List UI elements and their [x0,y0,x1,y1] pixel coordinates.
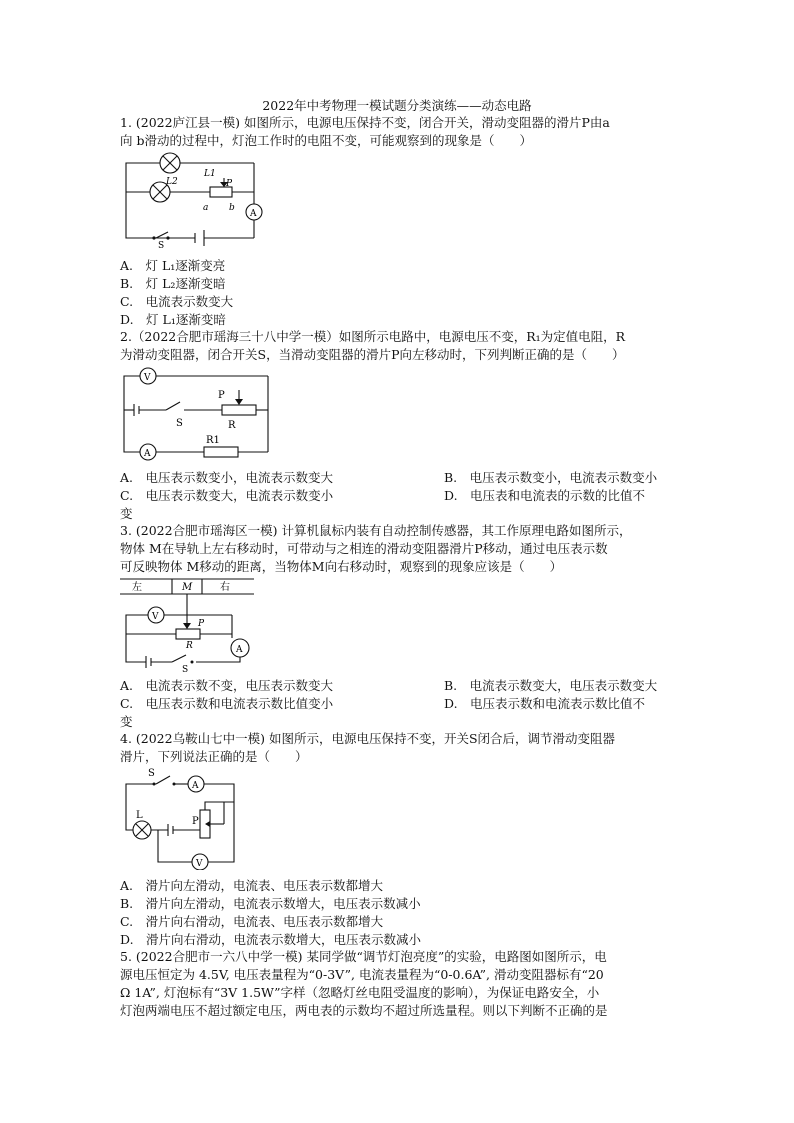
q2-option-d: D. 电压表和电流表的示数的比值不 [444,488,646,503]
q5-text-line3: Ω 1A”, 灯泡标有“3V 1.5W”字样（忽略灯丝电阻受温度的影响），为保证电路安全，小 [120,985,600,1000]
q3-option-c: C. 电压表示数和电流表示数比值变小 [120,696,334,711]
q3-option-b: B. 电流表示数变大，电压表示数变大 [444,678,658,693]
q4-option-d: D. 滑片向右滑动，电流表示数增大，电压表示数减小 [120,932,422,947]
q4-option-c: C. 滑片向右滑动，电流表、电压表示数都增大 [120,914,384,929]
q1-label-l1: L1 [204,169,216,179]
page-title: 2022年中考物理一模试题分类演练——动态电路 [262,98,532,113]
q2-option-b: B. 电压表示数变小，电流表示数变小 [444,470,658,485]
q2-option-c: C. 电压表示数变大，电流表示数变小 [120,488,334,503]
q4-text-line2: 滑片，下列说法正确的是（ ） [120,749,308,764]
q4-label-l: L [136,810,143,821]
q2-label-r: R [228,420,236,431]
q1-switch-label: S [158,241,165,248]
q1-label-p: P [226,179,233,189]
q1-label-l2: L2 [166,177,178,187]
q4-option-b: B. 滑片向左滑动，电流表示数增大，电压表示数减小 [120,896,421,911]
q4-option-a: A. 滑片向左滑动，电流表、电压表示数都增大 [120,878,384,893]
q1-text-line1: 1. (2022庐江县一模) 如图所示，电源电压保持不变，闭合开关，滑动变阻器的滑片P由a [120,115,610,130]
q2-label-s: S [176,418,183,429]
q2-circuit-diagram [120,366,272,462]
q1-label-b: b [229,203,235,213]
q3-label-s: S [182,665,189,672]
q1-option-c: C. 电流表示数变大 [120,294,234,309]
q1-option-b: B. 灯 L₂逐渐变暗 [120,276,226,291]
q3-label-r: R [186,641,193,651]
q3-option-d: D. 电压表示数和电流表示数比值不 [444,696,646,711]
q3-ammeter-label: A [236,645,243,655]
q2-option-a: A. 电压表示数变小，电流表示数变大 [120,470,334,485]
q2-option-d-tail: 变 [120,506,133,521]
q5-text-line4: 灯泡两端电压不超过额定电压，两电表的示数均不超过所选量程。则以下判断不正确的是 [120,1003,608,1018]
q2-label-r1: R1 [206,435,220,446]
q1-option-d: D. 灯 L₁逐渐变暗 [120,312,226,327]
q3-text-line2: 物体 M在导轨上左右移动时，可带动与之相连的滑动变阻器滑片P移动，通过电压表示数 [120,541,608,556]
q2-label-p: P [218,390,225,401]
q5-text-line2: 源电压恒定为 4.5V, 电压表量程为“0-3V”, 电流表量程为“0-0.6A”, 滑动变阻器标有“20 [120,967,604,982]
q3-voltmeter-label: V [152,612,159,622]
q1-ammeter-label: A [250,209,257,219]
q4-circuit-diagram [120,766,244,870]
q3-text-line3: 可反映物体 M移动的距离，当物体M向右移动时，观察到的现象应该是（ ） [120,559,563,574]
q4-ammeter-label: A [192,781,199,791]
q2-text-line2: 为滑动变阻器，闭合开关S，当滑动变阻器的滑片P向左移动时，下列判断正确的是（ ） [120,347,625,362]
q1-circuit-diagram [120,152,270,248]
q3-label-m: M [182,582,193,593]
q1-option-a: A. 灯 L₁逐渐变亮 [120,258,226,273]
q2-voltmeter-label: V [144,373,151,383]
q1-text-line2: 向 b滑动的过程中，灯泡工作时的电阻不变，可能观察到的现象是（ ） [120,133,532,148]
q3-circuit-diagram [120,578,260,672]
q1-label-a: a [203,203,209,213]
q3-label-right: 右 [220,582,230,593]
q3-option-d-tail: 变 [120,714,133,729]
q2-ammeter-label: A [144,449,151,459]
q4-voltmeter-label: V [196,859,203,869]
q5-text-line1: 5. (2022合肥市一六八中学一模) 某同学做“调节灯泡亮度”的实验，电路图如图所示，电 [120,949,607,964]
q3-text-line1: 3. (2022合肥市瑶海区一模) 计算机鼠标内装有自动控制传感器，其工作原理电路如图所示， [120,523,632,538]
q3-option-a: A. 电流表示数不变，电压表示数变大 [120,678,334,693]
q3-label-left: 左 [132,582,142,593]
q4-label-s: S [148,768,155,779]
q4-text-line1: 4. (2022乌鞍山七中一模) 如图所示，电源电压保持不变，开关S闭合后，调节滑动变阻器 [120,731,616,746]
q4-label-p: P [192,816,199,827]
q3-label-p: P [198,619,205,629]
q2-text-line1: 2.（2022合肥市瑶海三十八中学一模）如图所示电路中，电源电压不变，R₁为定值电阻，R [120,329,626,344]
